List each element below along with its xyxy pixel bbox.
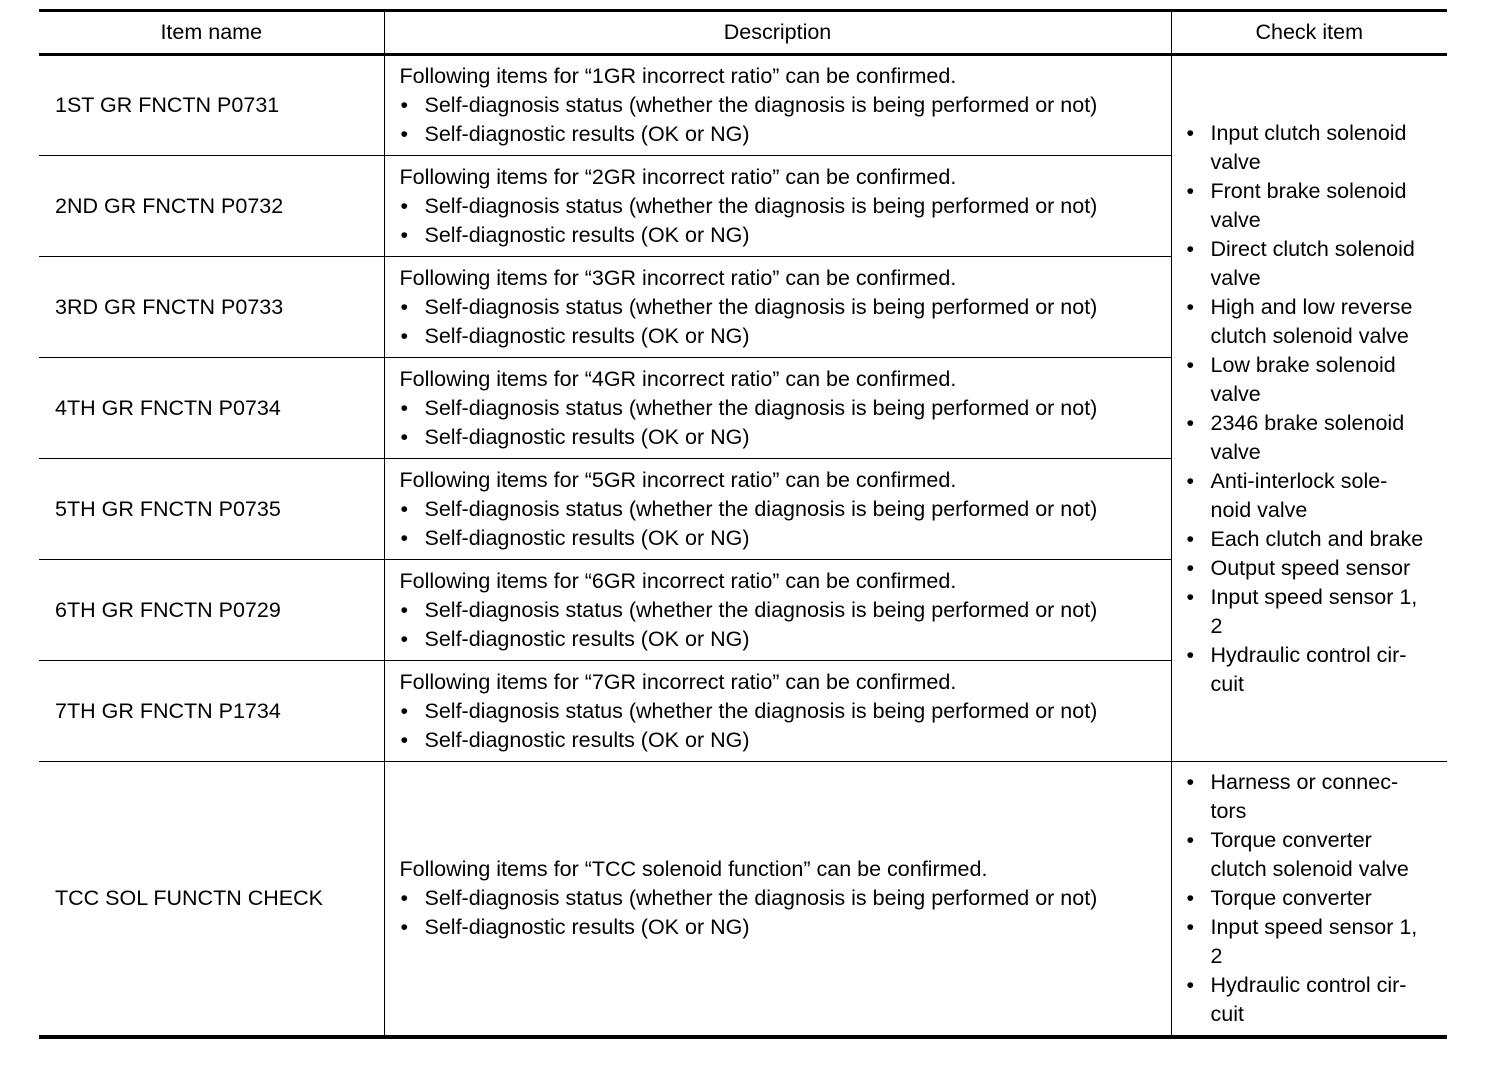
description-bullet: • Self-diagnostic results (OK or NG) bbox=[400, 120, 1163, 149]
check-item: • Harness or connec- tors bbox=[1186, 768, 1442, 826]
item-name-cell: 3RD GR FNCTN P0733 bbox=[39, 257, 384, 358]
check-item: • Each clutch and brake bbox=[1186, 525, 1442, 554]
description-cell bbox=[384, 762, 1171, 1037]
check-item: • Direct clutch solenoid valve bbox=[1186, 235, 1442, 293]
header-item-name: Item name bbox=[39, 11, 384, 55]
check-item: • Input speed sensor 1, 2 bbox=[1186, 913, 1442, 971]
description-bullet: • Self-diagnostic results (OK or NG) bbox=[400, 625, 1163, 654]
header-row bbox=[39, 11, 1447, 55]
description-intro: Following items for “4GR incorrect ratio” can be confirmed. bbox=[399, 366, 957, 391]
description-intro: Following items for “1GR incorrect ratio” can be confirmed. bbox=[399, 64, 957, 88]
check-item-list bbox=[1186, 119, 1442, 699]
check-item-list bbox=[1186, 768, 1442, 1029]
item-name-cell: 4TH GR FNCTN P0734 bbox=[39, 358, 384, 459]
table-row bbox=[39, 762, 1447, 1037]
check-item: • Input speed sensor 1, 2 bbox=[1186, 583, 1442, 641]
description-bullets bbox=[400, 394, 1163, 452]
item-name-cell: 1ST GR FNCTN P0731 bbox=[39, 55, 384, 156]
description-bullet: • Self-diagnosis status (whether the diagnosis is being performed or not) bbox=[400, 596, 1163, 625]
description-cell bbox=[384, 257, 1171, 358]
description-bullets bbox=[400, 596, 1163, 654]
description-bullet: • Self-diagnosis status (whether the diagnosis is being performed or not) bbox=[400, 884, 1163, 913]
description-intro: Following items for “TCC solenoid function” can be confirmed. bbox=[399, 856, 988, 881]
description-bullet: • Self-diagnosis status (whether the diagnosis is being performed or not) bbox=[400, 394, 1163, 423]
check-item: • Low brake solenoid valve bbox=[1186, 351, 1442, 409]
description-bullets bbox=[400, 697, 1163, 755]
description-bullets bbox=[400, 495, 1163, 553]
description-bullet: • Self-diagnosis status (whether the diagnosis is being performed or not) bbox=[400, 293, 1163, 322]
check-item: • Output speed sensor bbox=[1186, 554, 1442, 583]
table-row bbox=[39, 55, 1447, 156]
description-bullet: • Self-diagnostic results (OK or NG) bbox=[400, 221, 1163, 250]
description-intro: Following items for “5GR incorrect ratio” can be confirmed. bbox=[399, 467, 957, 492]
check-item: • 2346 brake solenoid valve bbox=[1186, 409, 1442, 467]
description-bullet: • Self-diagnostic results (OK or NG) bbox=[400, 726, 1163, 755]
description-intro: Following items for “6GR incorrect ratio” can be confirmed. bbox=[399, 568, 957, 593]
check-item: • Input clutch solenoid valve bbox=[1186, 119, 1442, 177]
description-cell bbox=[384, 156, 1171, 257]
check-item: • Torque converter clutch solenoid valve bbox=[1186, 826, 1442, 884]
item-name-cell: TCC SOL FUNCTN CHECK bbox=[39, 762, 384, 1037]
check-item: • High and low reverse clutch solenoid valve bbox=[1186, 293, 1442, 351]
check-item: • Front brake solenoid valve bbox=[1186, 177, 1442, 235]
description-bullet: • Self-diagnostic results (OK or NG) bbox=[400, 322, 1163, 351]
description-intro: Following items for “2GR incorrect ratio” can be confirmed. bbox=[399, 164, 957, 189]
header-description: Description bbox=[384, 11, 1171, 55]
check-item: • Hydraulic control cir- cuit bbox=[1186, 641, 1442, 699]
description-bullets bbox=[400, 293, 1163, 351]
description-bullets bbox=[400, 192, 1163, 250]
description-bullets bbox=[400, 91, 1163, 149]
item-name-cell: 2ND GR FNCTN P0732 bbox=[39, 156, 384, 257]
check-item: • Torque converter bbox=[1186, 884, 1442, 913]
item-name-cell: 5TH GR FNCTN P0735 bbox=[39, 459, 384, 560]
description-bullet: • Self-diagnosis status (whether the diagnosis is being performed or not) bbox=[400, 697, 1163, 726]
description-cell bbox=[384, 661, 1171, 762]
description-cell bbox=[384, 560, 1171, 661]
description-bullet: • Self-diagnosis status (whether the diagnosis is being performed or not) bbox=[400, 192, 1163, 221]
description-bullet: • Self-diagnosis status (whether the diagnosis is being performed or not) bbox=[400, 91, 1163, 120]
description-bullet: • Self-diagnostic results (OK or NG) bbox=[400, 423, 1163, 452]
diagnosis-table bbox=[39, 9, 1447, 1039]
description-cell bbox=[384, 55, 1171, 156]
check-item: • Anti-interlock sole- noid valve bbox=[1186, 467, 1442, 525]
description-intro: Following items for “7GR incorrect ratio” can be confirmed. bbox=[399, 669, 957, 694]
header-check-item: Check item bbox=[1171, 11, 1447, 55]
item-name-cell: 6TH GR FNCTN P0729 bbox=[39, 560, 384, 661]
description-bullet: • Self-diagnosis status (whether the diagnosis is being performed or not) bbox=[400, 495, 1163, 524]
description-intro: Following items for “3GR incorrect ratio” can be confirmed. bbox=[399, 265, 957, 290]
description-cell bbox=[384, 459, 1171, 560]
description-cell bbox=[384, 358, 1171, 459]
description-bullet: • Self-diagnostic results (OK or NG) bbox=[400, 524, 1163, 553]
description-bullet: • Self-diagnostic results (OK or NG) bbox=[400, 913, 1163, 942]
item-name-cell: 7TH GR FNCTN P1734 bbox=[39, 661, 384, 762]
check-item: • Hydraulic control cir- cuit bbox=[1186, 971, 1442, 1029]
gear-check-items-cell bbox=[1171, 55, 1447, 762]
tcc-check-items-cell bbox=[1171, 762, 1447, 1037]
description-bullets bbox=[400, 884, 1163, 942]
